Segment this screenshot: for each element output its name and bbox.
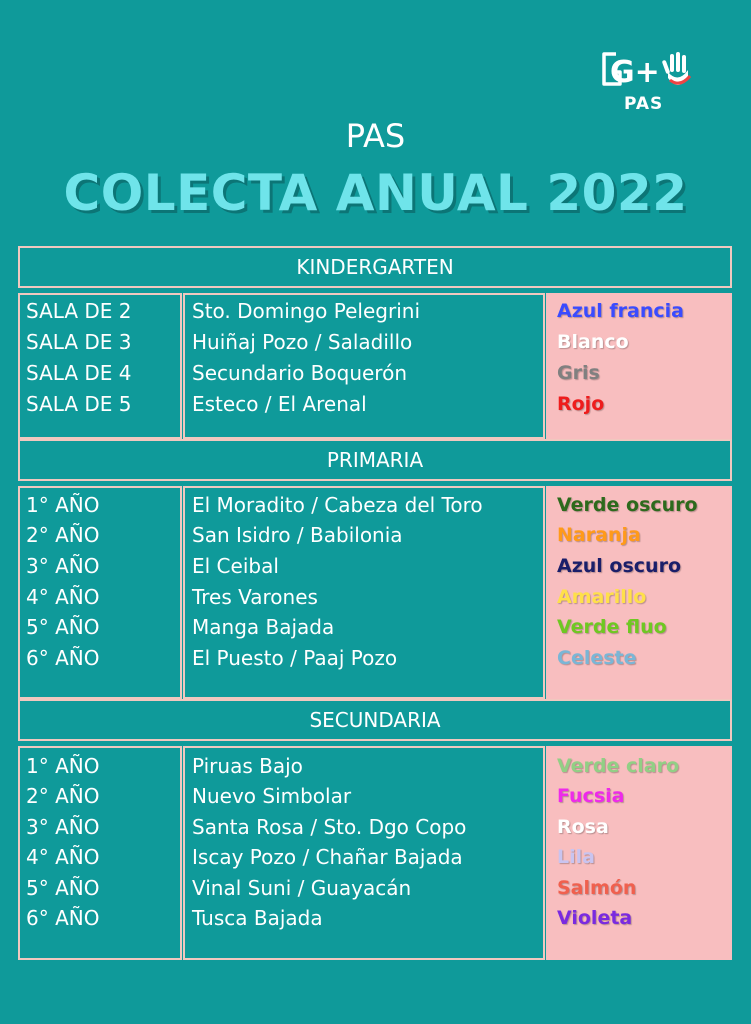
place-cell: Esteco / El Arenal — [192, 392, 367, 416]
color-name-cell: Azul oscuro — [557, 555, 681, 577]
place-column — [183, 746, 545, 960]
grade-column — [18, 486, 182, 699]
place-column — [183, 486, 545, 699]
place-column — [183, 293, 545, 439]
section-header: PRIMARIA — [18, 439, 732, 481]
place-cell: Sto. Domingo Pelegrini — [192, 299, 420, 323]
grade-cell: 6° AÑO — [26, 906, 100, 930]
color-column — [546, 486, 732, 699]
grade-column — [18, 293, 182, 439]
color-name-cell: Rosa — [557, 816, 609, 838]
place-cell: El Ceibal — [192, 554, 279, 578]
color-name-cell: Rojo — [557, 393, 605, 415]
grade-cell: 6° AÑO — [26, 646, 100, 670]
color-name-cell: Violeta — [557, 907, 633, 929]
place-cell: Iscay Pozo / Chañar Bajada — [192, 845, 463, 869]
grade-cell: 4° AÑO — [26, 845, 100, 869]
grade-cell: 3° AÑO — [26, 554, 100, 578]
grade-cell: SALA DE 2 — [26, 299, 132, 323]
section-body — [18, 288, 732, 439]
grade-cell: 1° AÑO — [26, 493, 100, 517]
place-cell: El Moradito / Cabeza del Toro — [192, 493, 483, 517]
grade-cell: 2° AÑO — [26, 523, 100, 547]
place-cell: El Puesto / Paaj Pozo — [192, 646, 398, 670]
color-name-cell: Verde oscuro — [557, 494, 698, 516]
grade-column — [18, 746, 182, 960]
color-name-cell: Blanco — [557, 331, 629, 353]
hand-logo-icon — [598, 48, 694, 94]
color-name-cell: Verde fluo — [557, 616, 667, 638]
grade-cell: 2° AÑO — [26, 784, 100, 808]
section-header: SECUNDARIA — [18, 699, 732, 741]
color-name-cell: Azul francia — [557, 300, 684, 322]
place-cell: Nuevo Simbolar — [192, 784, 352, 808]
section-kindergarten — [18, 246, 732, 439]
grade-cell: 3° AÑO — [26, 815, 100, 839]
grade-cell: SALA DE 4 — [26, 361, 132, 385]
svg-text:G+: G+ — [610, 55, 660, 90]
color-name-cell: Celeste — [557, 647, 637, 669]
color-name-cell: Verde claro — [557, 755, 680, 777]
place-cell: Tres Varones — [192, 585, 318, 609]
grade-cell: SALA DE 5 — [26, 392, 132, 416]
grade-cell: 1° AÑO — [26, 754, 100, 778]
color-column — [546, 746, 732, 960]
section-body — [18, 481, 732, 699]
section-primaria — [18, 439, 732, 699]
grade-cell: 4° AÑO — [26, 585, 100, 609]
color-name-cell: Lila — [557, 846, 595, 868]
place-cell: Secundario Boquerón — [192, 361, 407, 385]
place-cell: San Isidro / Babilonia — [192, 523, 403, 547]
grade-cell: 5° AÑO — [26, 876, 100, 900]
grade-cell: SALA DE 3 — [26, 330, 132, 354]
section-body — [18, 741, 732, 960]
place-cell: Huiñaj Pozo / Saladillo — [192, 330, 413, 354]
page-subtitle: PAS — [345, 117, 406, 155]
place-cell: Vinal Suni / Guayacán — [192, 876, 412, 900]
color-column — [546, 293, 732, 439]
color-name-cell: Amarillo — [557, 586, 647, 608]
grade-cell: 5° AÑO — [26, 615, 100, 639]
section-secundaria — [18, 699, 732, 960]
logo-label: PAS — [624, 94, 664, 114]
color-name-cell: Fucsia — [557, 785, 625, 807]
section-header: KINDERGARTEN — [18, 246, 732, 288]
page-title: COLECTA ANUAL 2022 — [63, 164, 688, 222]
color-name-cell: Gris — [557, 362, 600, 384]
place-cell: Santa Rosa / Sto. Dgo Copo — [192, 815, 467, 839]
place-cell: Manga Bajada — [192, 615, 335, 639]
place-cell: Tusca Bajada — [192, 906, 323, 930]
color-name-cell: Salmón — [557, 877, 637, 899]
color-name-cell: Naranja — [557, 524, 641, 546]
logo — [598, 48, 694, 118]
place-cell: Piruas Bajo — [192, 754, 303, 778]
